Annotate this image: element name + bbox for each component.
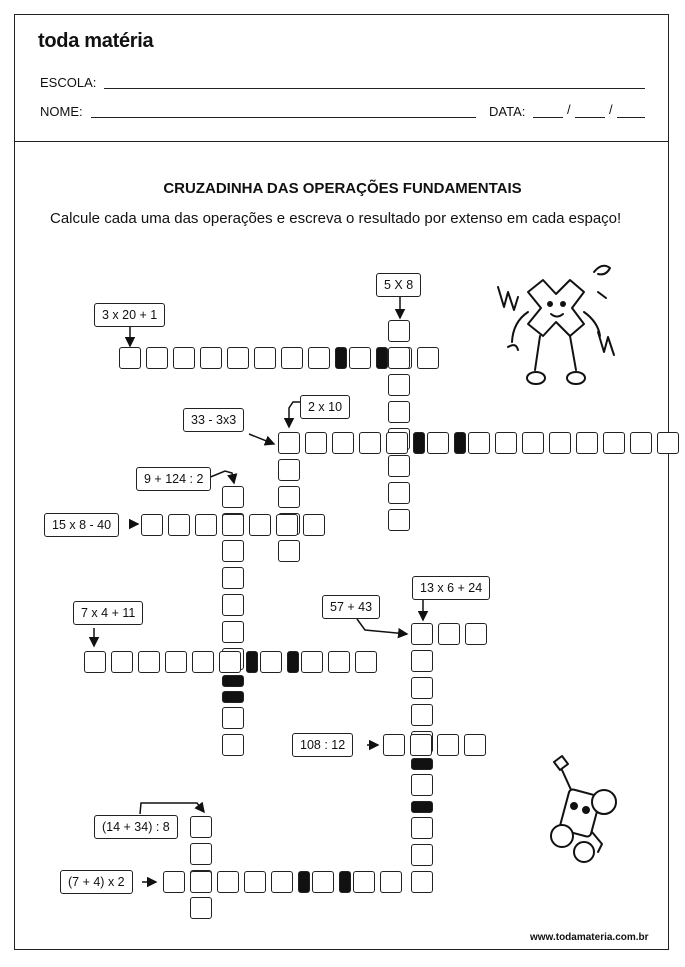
crossword-cell[interactable] xyxy=(222,514,244,536)
crossword-cell[interactable] xyxy=(301,651,323,673)
crossword-cell[interactable] xyxy=(388,401,410,423)
crossword-cell[interactable] xyxy=(388,347,410,369)
crossword-cell[interactable] xyxy=(278,540,300,562)
crossword-separator-cell xyxy=(335,347,347,369)
crossword-cell[interactable] xyxy=(657,432,679,454)
crossword-cell[interactable] xyxy=(464,734,486,756)
crossword-cell[interactable] xyxy=(219,651,241,673)
crossword-cell[interactable] xyxy=(417,347,439,369)
crossword-cell[interactable] xyxy=(222,707,244,729)
crossword-cell[interactable] xyxy=(190,897,212,919)
crossword-separator-cell xyxy=(454,432,466,454)
clue-9plus124div2: 9 + 124 : 2 xyxy=(136,467,211,491)
crossword-cell[interactable] xyxy=(244,871,266,893)
logo: toda matéria xyxy=(38,30,154,52)
crossword-cell[interactable] xyxy=(411,774,433,796)
clue-15x8minus40: 15 x 8 - 40 xyxy=(44,513,119,537)
clue-2x10: 2 x 10 xyxy=(300,395,350,419)
crossword-cell[interactable] xyxy=(411,844,433,866)
crossword-cell[interactable] xyxy=(349,347,371,369)
division-mascot-illustration xyxy=(540,752,630,867)
crossword-cell[interactable] xyxy=(495,432,517,454)
date-label: DATA: xyxy=(489,104,526,119)
crossword-cell[interactable] xyxy=(388,509,410,531)
crossword-cell[interactable] xyxy=(195,514,217,536)
crossword-cell[interactable] xyxy=(312,871,334,893)
crossword-cell[interactable] xyxy=(222,540,244,562)
crossword-cell[interactable] xyxy=(163,871,185,893)
crossword-cell[interactable] xyxy=(411,704,433,726)
instructions: Calcule cada uma das operações e escreva o resultado por extenso em cada espaço! xyxy=(50,210,622,227)
crossword-separator-cell xyxy=(339,871,351,893)
crossword-cell[interactable] xyxy=(388,455,410,477)
crossword-cell[interactable] xyxy=(388,374,410,396)
crossword-cell[interactable] xyxy=(411,650,433,672)
crossword-cell[interactable] xyxy=(630,432,652,454)
crossword-separator-cell xyxy=(246,651,258,673)
date-separator: / xyxy=(609,102,613,117)
crossword-separator-cell xyxy=(411,801,433,813)
crossword-cell[interactable] xyxy=(411,677,433,699)
crossword-separator-cell xyxy=(222,691,244,703)
multiplication-mascot-illustration xyxy=(488,252,628,402)
crossword-cell[interactable] xyxy=(359,432,381,454)
crossword-cell[interactable] xyxy=(222,486,244,508)
crossword-separator-cell xyxy=(287,651,299,673)
crossword-cell[interactable] xyxy=(192,651,214,673)
clue-33minus3x3: 33 - 3x3 xyxy=(183,408,244,432)
clue-14plus34div8: (14 + 34) : 8 xyxy=(94,815,178,839)
crossword-cell[interactable] xyxy=(308,347,330,369)
crossword-cell[interactable] xyxy=(386,432,408,454)
crossword-cell[interactable] xyxy=(173,347,195,369)
crossword-cell[interactable] xyxy=(217,871,239,893)
crossword-cell[interactable] xyxy=(222,734,244,756)
crossword-cell[interactable] xyxy=(388,482,410,504)
crossword-cell[interactable] xyxy=(276,514,298,536)
crossword-cell[interactable] xyxy=(254,347,276,369)
crossword-cell[interactable] xyxy=(190,871,212,893)
crossword-cell[interactable] xyxy=(383,734,405,756)
crossword-cell[interactable] xyxy=(168,514,190,536)
date-separator: / xyxy=(567,102,571,117)
crossword-cell[interactable] xyxy=(227,347,249,369)
clue-3x20plus1: 3 x 20 + 1 xyxy=(94,303,165,327)
crossword-separator-cell xyxy=(411,758,433,770)
crossword-cell[interactable] xyxy=(437,734,459,756)
crossword-cell[interactable] xyxy=(165,651,187,673)
crossword-cell[interactable] xyxy=(146,347,168,369)
crossword-cell[interactable] xyxy=(468,432,490,454)
crossword-cell[interactable] xyxy=(328,651,350,673)
crossword-cell[interactable] xyxy=(305,432,327,454)
crossword-separator-cell xyxy=(222,675,244,687)
crossword-cell[interactable] xyxy=(388,320,410,342)
crossword-cell[interactable] xyxy=(411,623,433,645)
crossword-cell[interactable] xyxy=(549,432,571,454)
crossword-cell[interactable] xyxy=(222,594,244,616)
crossword-cell[interactable] xyxy=(522,432,544,454)
name-label: NOME: xyxy=(40,104,83,119)
crossword-cell[interactable] xyxy=(465,623,487,645)
crossword-cell[interactable] xyxy=(576,432,598,454)
crossword-cell[interactable] xyxy=(278,432,300,454)
clue-108div12: 108 : 12 xyxy=(292,733,353,757)
crossword-cell[interactable] xyxy=(222,621,244,643)
crossword-cell[interactable] xyxy=(427,432,449,454)
crossword-cell[interactable] xyxy=(355,651,377,673)
clue-13x6plus24: 13 x 6 + 24 xyxy=(412,576,490,600)
clue-7plus4x2: (7 + 4) x 2 xyxy=(60,870,133,894)
crossword-cell[interactable] xyxy=(380,871,402,893)
crossword-cell[interactable] xyxy=(119,347,141,369)
crossword-separator-cell xyxy=(298,871,310,893)
crossword-cell[interactable] xyxy=(278,486,300,508)
crossword-cell[interactable] xyxy=(190,816,212,838)
crossword-cell[interactable] xyxy=(249,514,271,536)
crossword-cell[interactable] xyxy=(281,347,303,369)
crossword-separator-cell xyxy=(376,347,388,369)
crossword-cell[interactable] xyxy=(411,817,433,839)
crossword-cell[interactable] xyxy=(353,871,375,893)
crossword-cell[interactable] xyxy=(138,651,160,673)
crossword-cell[interactable] xyxy=(410,734,432,756)
crossword-cell[interactable] xyxy=(84,651,106,673)
crossword-cell[interactable] xyxy=(200,347,222,369)
crossword-cell[interactable] xyxy=(438,623,460,645)
clue-7x4plus11: 7 x 4 + 11 xyxy=(73,601,143,625)
crossword-cell[interactable] xyxy=(303,514,325,536)
crossword-cell[interactable] xyxy=(271,871,293,893)
worksheet-title: CRUZADINHA DAS OPERAÇÕES FUNDAMENTAIS xyxy=(163,180,522,197)
website-link[interactable]: www.todamateria.com.br xyxy=(530,932,649,943)
crossword-cell[interactable] xyxy=(141,514,163,536)
crossword-cell[interactable] xyxy=(222,567,244,589)
clue-57plus43: 57 + 43 xyxy=(322,595,380,619)
crossword-cell[interactable] xyxy=(278,459,300,481)
crossword-cell[interactable] xyxy=(332,432,354,454)
crossword-cell[interactable] xyxy=(260,651,282,673)
crossword-cell[interactable] xyxy=(411,871,433,893)
school-label: ESCOLA: xyxy=(40,75,97,90)
crossword-cell[interactable] xyxy=(111,651,133,673)
crossword-cell[interactable] xyxy=(603,432,625,454)
clue-5x8: 5 X 8 xyxy=(376,273,421,297)
crossword-cell[interactable] xyxy=(190,843,212,865)
crossword-separator-cell xyxy=(413,432,425,454)
